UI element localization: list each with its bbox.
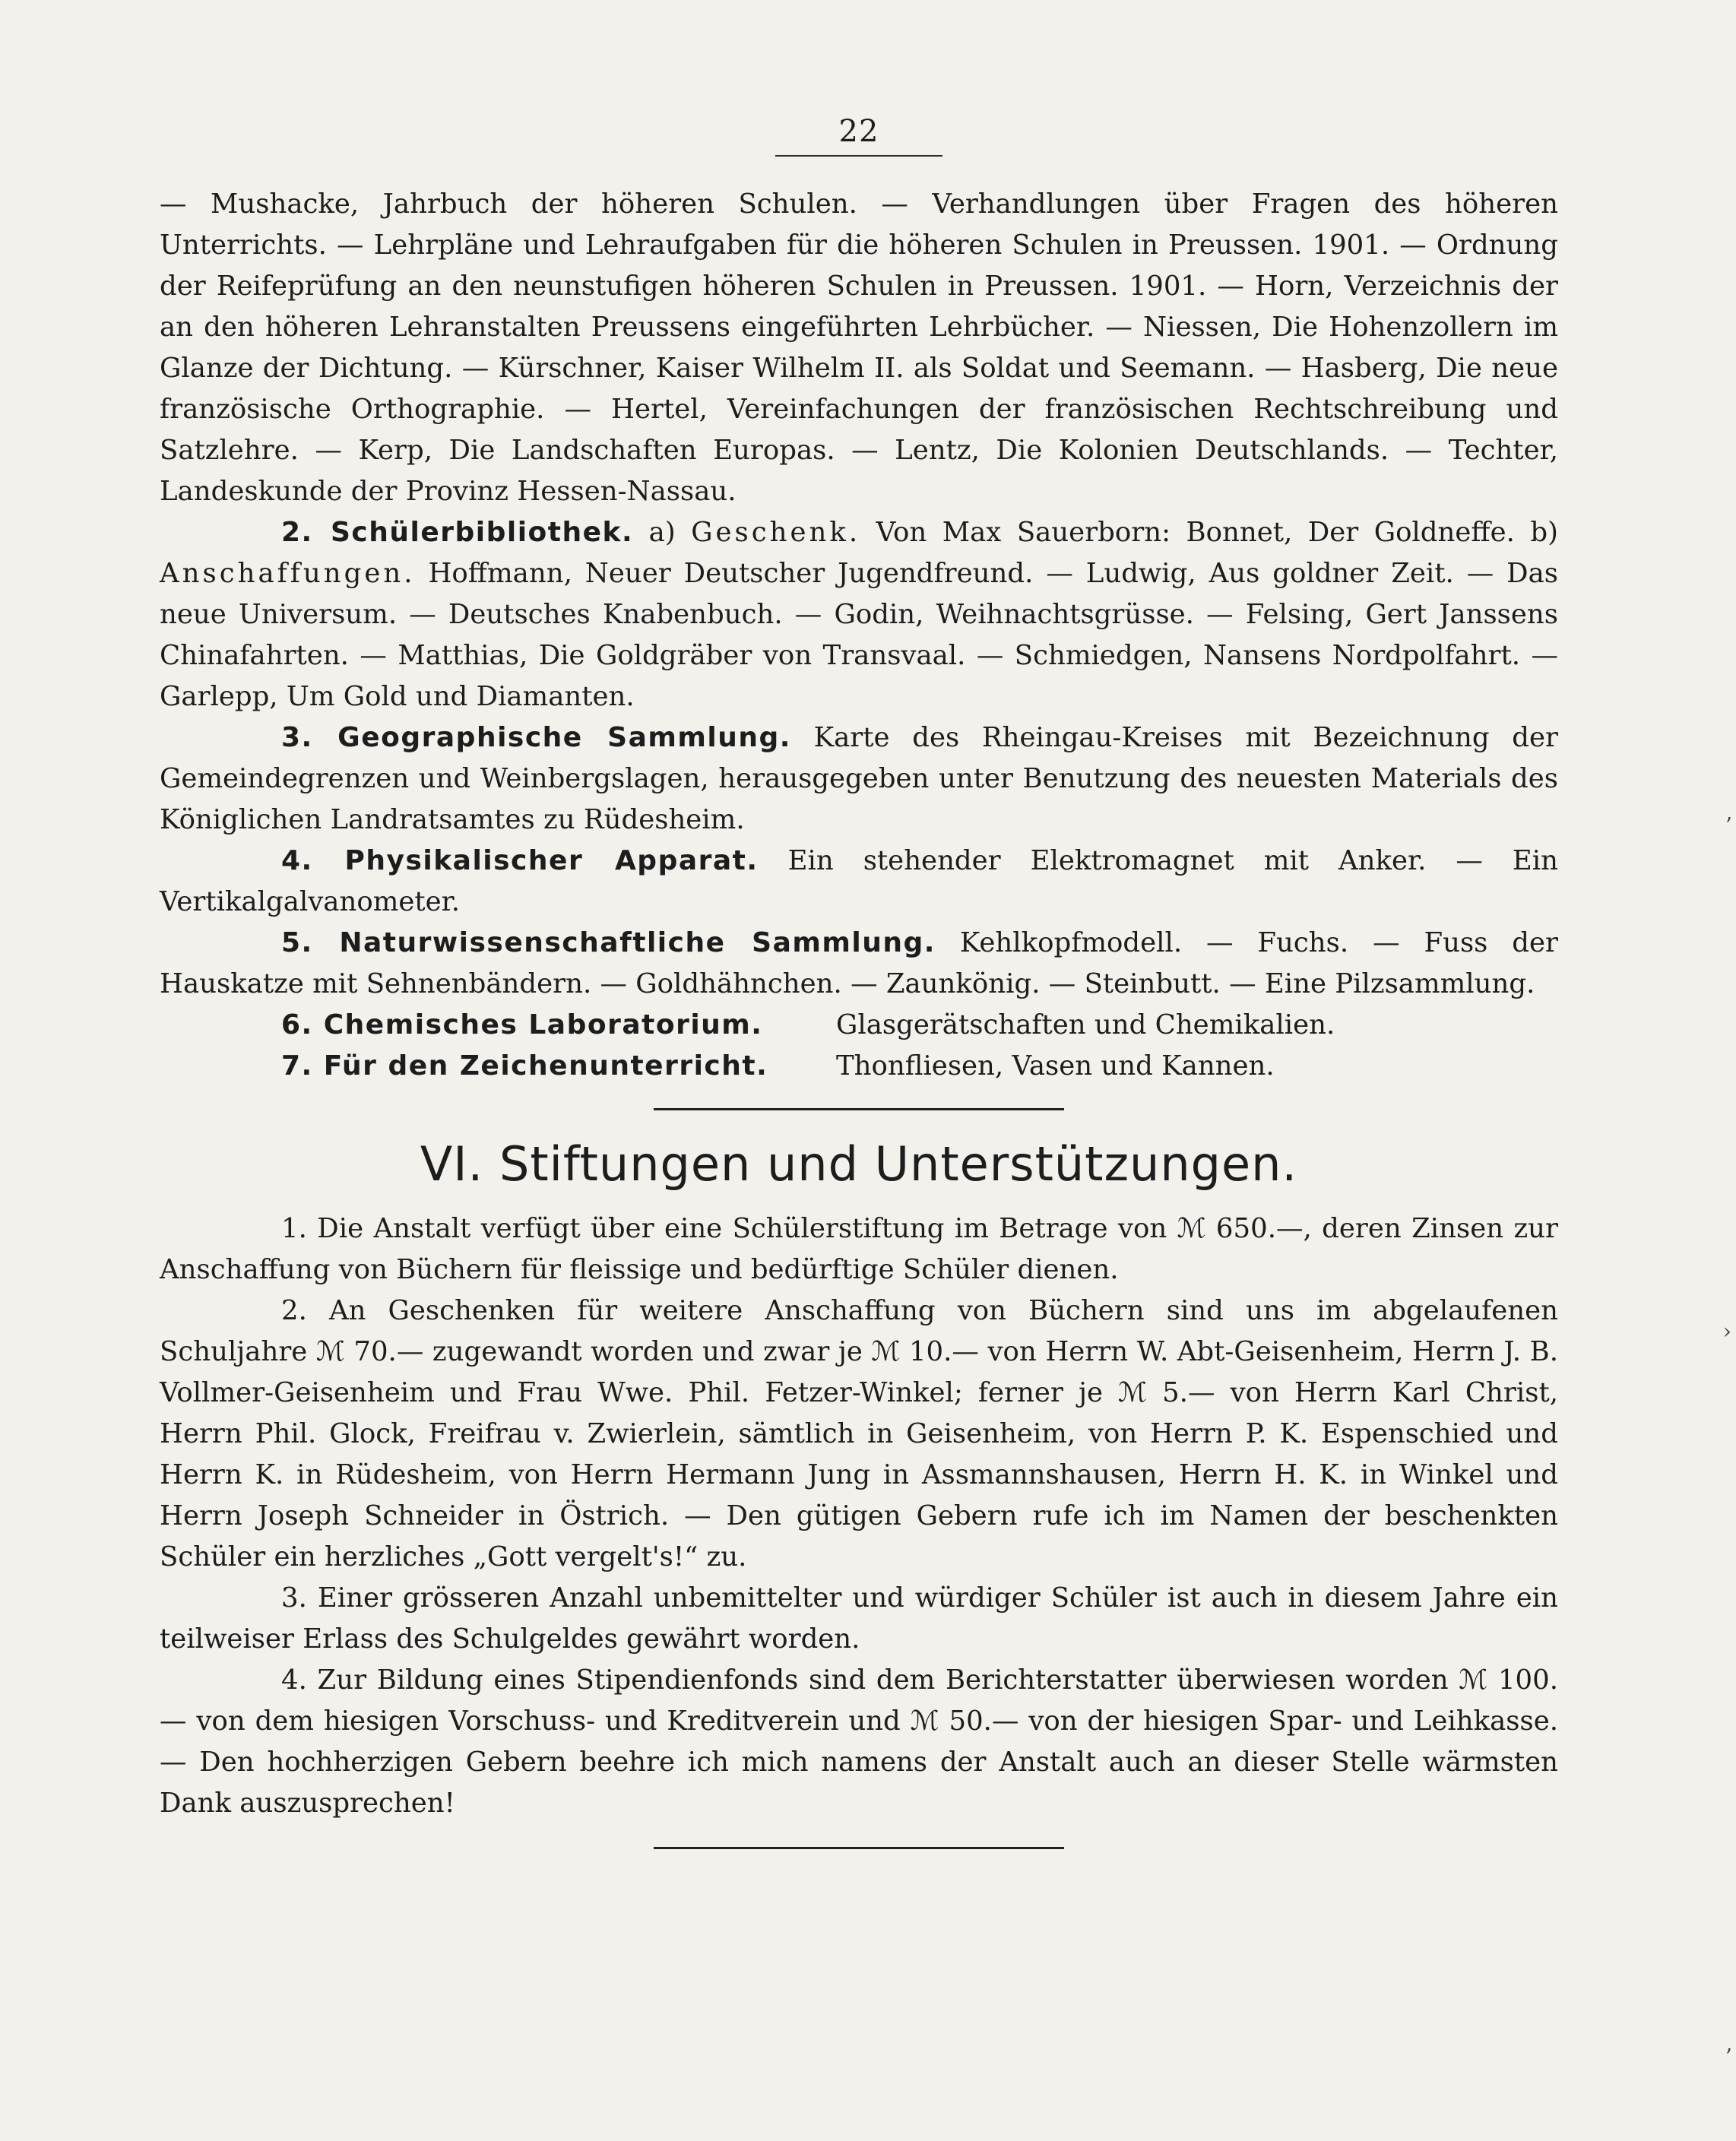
section-text: Kehlkopfmodell. — Fuchs. — Fuss der Hauskatze mit Sehnenbändern. — Goldhähnchen. — Zaunkönig. — Steinbutt. — Eine Pilzsammlung. xyxy=(160,927,1558,999)
section-text-b: Hoffmann, Neuer Deutscher Jugendfreund. — Ludwig, Aus goldner Zeit. — Das neue Universum. — Deutsches Knabenbuch. — Godin, Weihnachtsgrüsse. — Felsing, Gert Janssens Chinafahrten. — Matthias, Die Goldgräber von Transvaal. — Schmiedgen, Nansens Nordpolfahrt. — Garlepp, Um Gold und Diamanten. xyxy=(160,558,1558,712)
chapter-paragraph-2: 2. An Geschenken für weitere Anschaffung von Büchern sind uns im abgelaufenen Schuljahre ℳ 70.— zugewandt worden und zwar je ℳ 10.— von Herrn W. Abt-Geisenheim, Herrn J. B. Vollmer-Geisenheim und Frau Wwe. Phil. Fetzer-Winkel; ferner je ℳ 5.— von Herrn Karl Christ, Herrn Phil. Glock, Freifrau v. Zwierlein, sämtlich in Geisenheim, von Herrn P. K. Espenschied und Herrn K. in Rüdesheim, von Herrn Hermann Jung in Assmannshausen, Herrn H. K. in Winkel und Herrn Joseph Schneider in Östrich. — Den gütigen Gebern rufe ich im Namen der beschenkten Schüler ein herzliches „Gott vergelt's!“ zu. xyxy=(160,1295,1558,1572)
section-divider xyxy=(654,1108,1064,1110)
section-text: Karte des Rheingau-Kreises mit Bezeichnung der Gemeindegrenzen und Weinbergslagen, herausgegeben unter Benutzung des neuesten Materials des Königlichen Landratsamtes zu Rüdesheim. xyxy=(160,722,1558,835)
section-subhead-anschaffungen: Anschaffungen. xyxy=(160,558,416,589)
end-divider xyxy=(654,1847,1064,1849)
intro-paragraph: — Mushacke, Jahrbuch der höheren Schulen. — Verhandlungen über Fragen des höheren Unterrichts. — Lehrpläne und Lehraufgaben für die höheren Schulen in Preussen. 1901. — Ordnung der Reifeprüfung an den neunstufigen höheren Schulen in Preussen. 1901. — Horn, Verzeichnis der an den höheren Lehranstalten Preussens eingeführten Lehrbücher. — Niessen, Die Hohenzollern im Glanze der Dichtung. — Kürschner, Kaiser Wilhelm II. als Soldat und Seemann. — Hasberg, Die neue französische Orthographie. — Hertel, Vereinfachungen der französischen Rechtschreibung und Satzlehre. — Kerp, Die Landschaften Europas. — Lentz, Die Kolonien Deutschlands. — Techter, Landeskunde der Provinz Hessen-Nassau. xyxy=(160,188,1558,507)
section-chemisches-laboratorium xyxy=(160,1005,1558,1046)
section-text-a: Von Max Sauerborn: Bonnet, Der Goldneffe. xyxy=(860,517,1531,548)
section-geographische-sammlung xyxy=(160,717,1558,841)
section-text: Glasgerätschaften und Chemikalien. xyxy=(836,1009,1335,1040)
section-label-a: a) xyxy=(648,517,692,548)
section-heading: 7. Für den Zeichenunterricht. xyxy=(281,1050,768,1082)
section-heading: 5. Naturwissenschaftliche Sammlung. xyxy=(281,927,936,958)
chapter-paragraph-1: 1. Die Anstalt verfügt über eine Schülerstiftung im Betrage von ℳ 650.—, deren Zinsen zur Anschaffung von Büchern für fleissige und bedürftige Schüler dienen. xyxy=(160,1213,1558,1285)
chapter-title: VI. Stiftungen und Unterstützungen. xyxy=(420,1136,1298,1192)
page-number-rule xyxy=(775,155,942,157)
document-page xyxy=(160,114,1558,1849)
section-naturwissenschaftliche-sammlung xyxy=(160,923,1558,1005)
section-label-b: b) xyxy=(1530,517,1558,548)
chapter-paragraph-3: 3. Einer grösseren Anzahl unbemittelter und würdiger Schüler ist auch in diesem Jahre ein teilweiser Erlass des Schulgeldes gewährt worden. xyxy=(160,1582,1558,1655)
section-text: Ein stehender Elektromagnet mit Anker. — Ein Vertikalgalvanometer. xyxy=(160,845,1558,917)
section-heading: 4. Physikalischer Apparat. xyxy=(281,845,759,876)
section-subhead-geschenk: Geschenk. xyxy=(691,517,861,548)
section-zeichenunterricht xyxy=(160,1046,1558,1087)
section-physikalischer-apparat xyxy=(160,841,1558,923)
section-heading: 6. Chemisches Laboratorium. xyxy=(281,1009,763,1040)
page-number: 22 xyxy=(838,114,879,149)
section-heading: 3. Geographische Sammlung. xyxy=(281,722,791,753)
section-heading: 2. Schülerbibliothek. xyxy=(281,517,634,548)
edge-mark: ʼ xyxy=(1725,2044,1731,2070)
section-schuelerbibliothek xyxy=(160,512,1558,717)
edge-mark: › xyxy=(1722,1319,1731,1344)
chapter-paragraph-4: 4. Zur Bildung eines Stipendienfonds sind dem Berichterstatter überwiesen worden ℳ 100.— von dem hiesigen Vorschuss- und Kreditverein und ℳ 50.— von der hiesigen Spar- und Leihkasse. — Den hochherzigen Gebern beehre ich mich namens der Anstalt auch an dieser Stelle wärmsten Dank auszusprechen! xyxy=(160,1664,1558,1819)
section-text: Thonfliesen, Vasen und Kannen. xyxy=(836,1050,1275,1082)
edge-mark: ʼ xyxy=(1725,813,1731,838)
